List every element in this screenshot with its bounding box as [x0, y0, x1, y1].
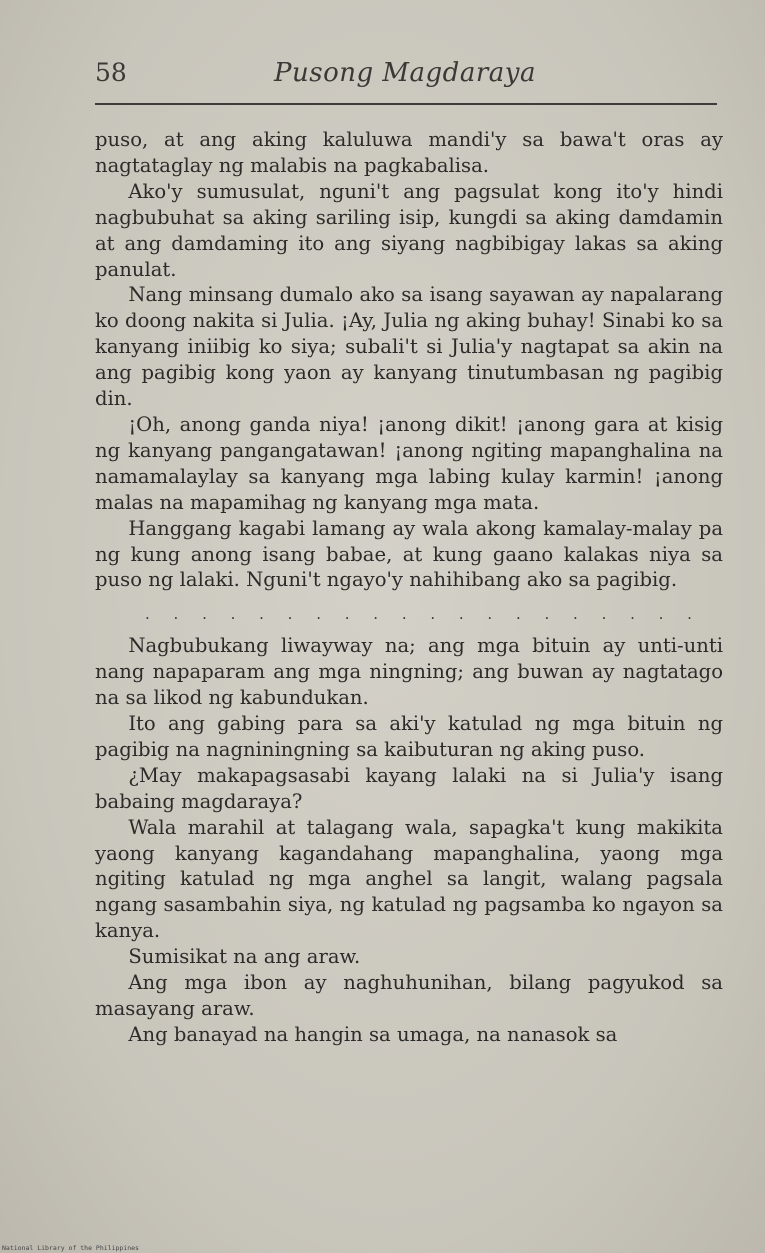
library-credit: National Library of the Philippines [2, 1244, 139, 1252]
paragraph-2: Ako'y sumusulat, nguni't ang pagsulat kong ito'y hindi nagbubuhat sa aking sariling isip, kungdi sa aking damdamin at ang damdaming ito ang siyang nagbibigay lakas sa aking panulat. [95, 179, 723, 281]
paragraph-5: Hanggang kagabi lamang ay wala akong kamalay-malay pa ng kung anong isang babae, at kung gaano kalakas niya sa puso ng lalaki. Nguni't ngayo'y nahihibang ako sa pagibig. [95, 516, 723, 592]
paragraph-8: ¿May makapagsasabi kayang lalaki na si Julia'y isang babaing magdaraya? [95, 763, 723, 813]
running-title: Pusong Magdaraya [274, 58, 536, 88]
paragraph-10: Sumisikat na ang araw. [128, 945, 361, 969]
paragraph-11: Ang mga ibon ay naghuhunihan, bilang pagyukod sa masayang araw. [95, 971, 723, 1020]
paragraph-6: Nagbubukang liwayway na; ang mga bituin ay unti-unti nang napaparam ang mga ningning; ang buwan ay nagtatago na sa likod ng kabundukan. [95, 634, 723, 710]
paragraph-1: puso, at ang aking kaluluwa mandi'y sa bawa't oras ay nagtataglay ng malabis na pagkabalisa. [95, 128, 723, 177]
paragraph-4: ¡Oh, anong ganda niya! ¡anong dikit! ¡anong gara at kisig ng kanyang pangangatawan! ¡anong ngiting mapanghalina na namamalaylay sa kanyang mga labing kulay karmin! ¡anong malas na mapamihag ng kanyang mga mata. [95, 412, 723, 514]
body-text [95, 127, 723, 1048]
header-rule [95, 103, 717, 105]
running-head [95, 58, 715, 98]
section-break: . . . . . . . . . . . . . . . . . . . . [145, 605, 702, 624]
paragraph-3: Nang minsang dumalo ako sa isang sayawan ay napalarang ko doong nakita si Julia. ¡Ay, Julia ng aking buhay! Sinabi ko sa kanyang iniibig ko siya; subali't si Julia'y nagtapat sa akin na ang pagibig kong yaon ay kanyang tinutumbasan ng pagibig din. [95, 283, 723, 411]
paragraph-7: Ito ang gabing para sa aki'y katulad ng mga bituin ng pagibig na nagniningning sa kaibuturan ng aking puso. [95, 712, 723, 761]
paragraph-12: Ang banayad na hangin sa umaga, na nanasok sa [128, 1022, 618, 1046]
paragraph-9: Wala marahil at talagang wala, sapagka't kung makikita yaong kanyang kagandahang mapanghalina, yaong mga ngiting katulad ng mga anghel sa langit, walang pagsala ngang sasambahin siya, ng katulad ng pagsamba ko ngayon sa kanya. [95, 815, 723, 943]
page-number: 58 [95, 58, 127, 87]
